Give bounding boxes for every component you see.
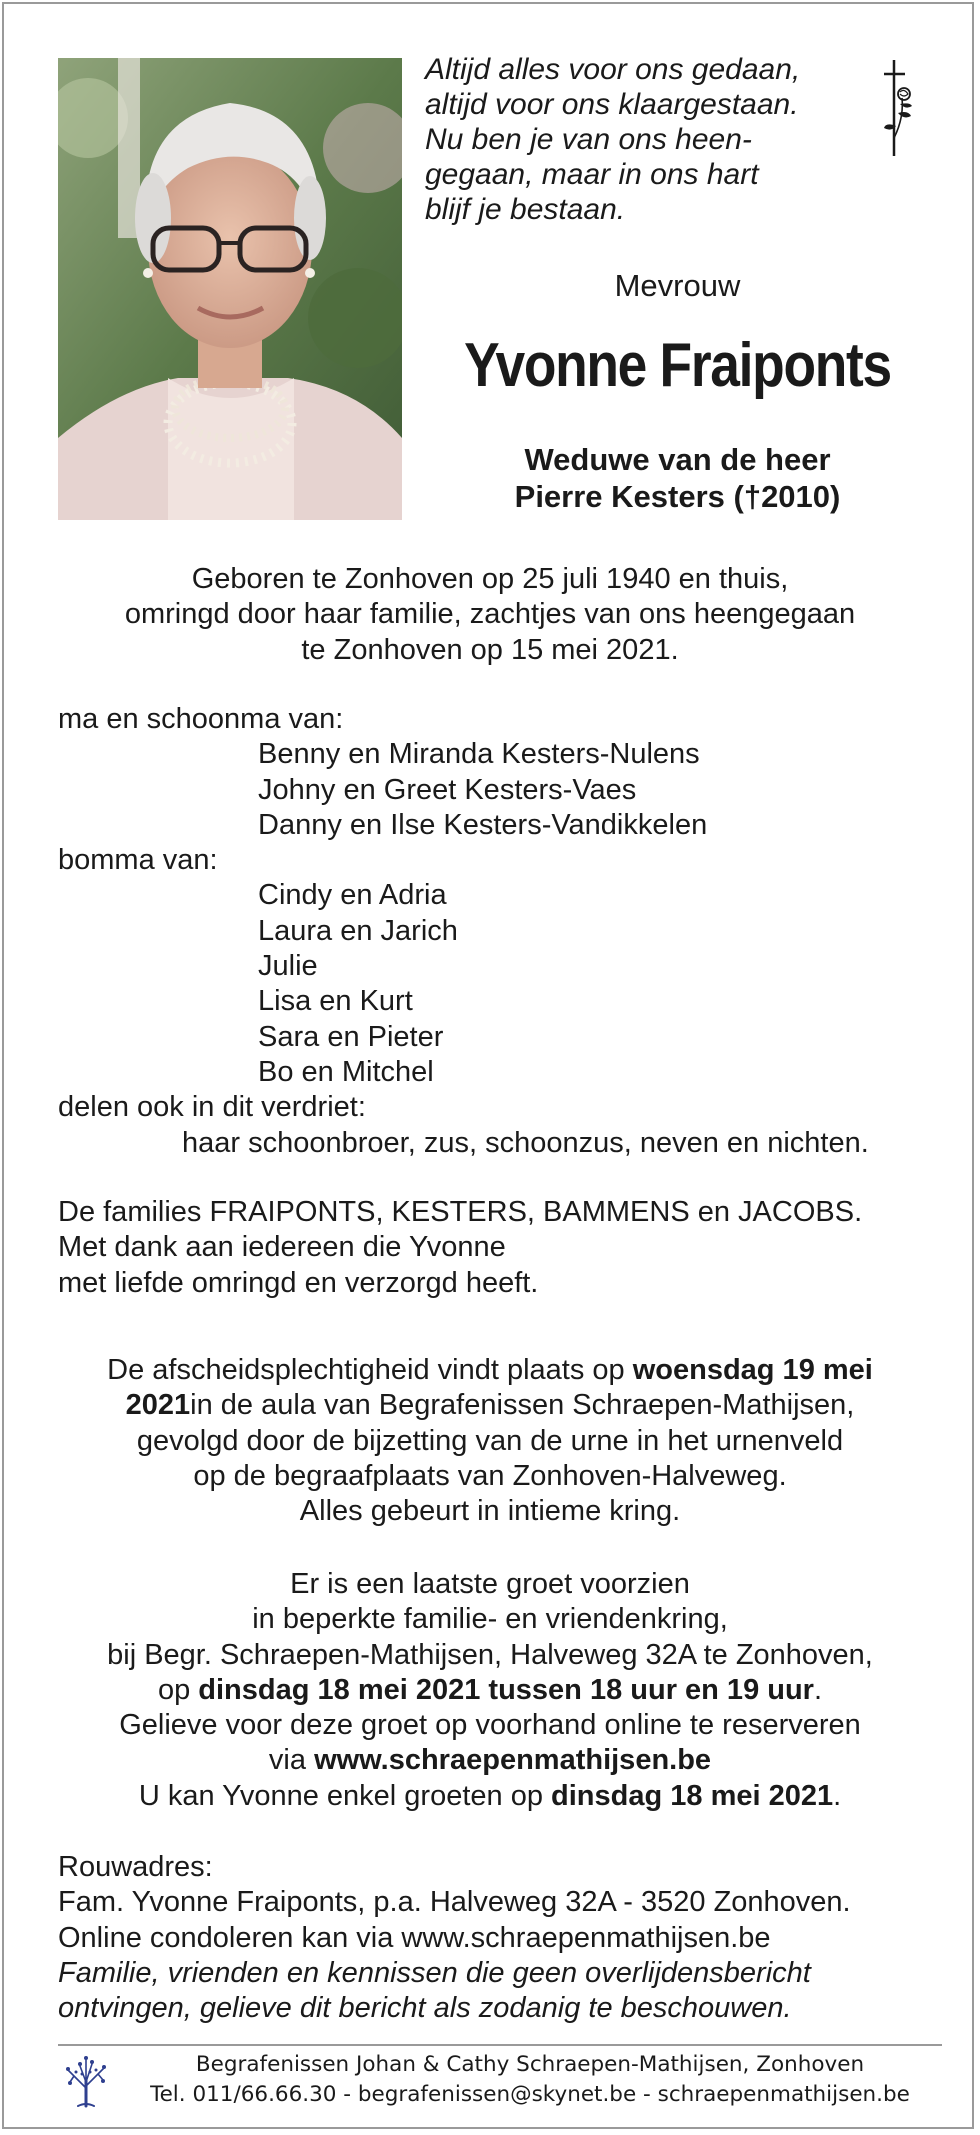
ceremony-line: Alles gebeurt in intieme kring.: [299, 1495, 681, 1528]
child-entry: Johny en Greet Kesters-Vaes: [258, 773, 637, 806]
poem-line: Nu ben je van ons heen-: [425, 123, 752, 156]
ceremony-text: [0, 1353, 980, 1529]
widow-of: [405, 441, 950, 515]
greeting-text-part: U kan Yvonne enkel groeten op: [138, 1779, 552, 1812]
deceased-name: Yvonne Fraiponts: [464, 331, 891, 400]
grandchild-entry: Lisa en Kurt: [258, 985, 413, 1018]
ceremony-text-part: De afscheidsplechtigheid vindt plaats op: [107, 1354, 633, 1386]
grandchild-entry: Sara en Pieter: [258, 1020, 444, 1053]
footer-line-name: Begrafenissen Johan & Cathy Schraepen-Mathijsen, Zonhoven: [195, 2052, 865, 2077]
birth-line: Geboren te Zonhoven op 25 juli 1940 en thuis,: [191, 563, 789, 595]
greeting-text: [0, 1567, 980, 1814]
address-note: ontvingen, gelieve dit bericht als zodanig te beschouwen.: [58, 1992, 792, 2025]
greeting-datetime: dinsdag 18 mei 2021 tussen 18 uur en 19 uur: [198, 1673, 814, 1706]
family-list: [58, 702, 869, 1161]
address-line: Fam. Yvonne Fraiponts, p.a. Halveweg 32A - 3520 Zonhoven.: [58, 1886, 851, 1919]
widow-line: Pierre Kesters (†2010): [514, 479, 841, 514]
families-line: Met dank aan iedereen die Yvonne: [58, 1231, 506, 1264]
mourning-address: [58, 1850, 851, 2026]
salutation: Mevrouw: [614, 268, 741, 303]
greeting-line: Gelieve voor deze groet op voorhand online te reserveren: [119, 1709, 861, 1742]
poem-line: gegaan, maar in ons hart: [425, 158, 759, 191]
child-entry: Danny en Ilse Kesters-Vandikkelen: [258, 808, 708, 841]
ceremony-year: 2021: [125, 1389, 191, 1422]
portrait-photo: [58, 58, 402, 520]
families-line: De families FRAIPONTS, KESTERS, BAMMENS en JACOBS.: [58, 1196, 863, 1228]
poem-line: blijf je bestaan.: [425, 193, 626, 226]
ceremony-line: op de begraafplaats van Zonhoven-Halveweg.: [193, 1459, 787, 1492]
greeting-text-part: .: [813, 1673, 823, 1706]
ceremony-date: woensdag 19 mei: [632, 1354, 873, 1386]
footer-divider: [58, 2044, 942, 2046]
families-line: met liefde omringd en verzorgd heeft.: [58, 1266, 539, 1299]
grandchild-entry: Laura en Jarich: [258, 914, 458, 947]
address-line: Online condoleren kan via www.schraepenmathijsen.be: [58, 1921, 771, 1954]
tree-logo-icon: [62, 2052, 110, 2113]
grandchild-entry: Cindy en Adria: [258, 879, 447, 912]
ceremony-line: gevolgd door de bijzetting van de urne in het urnenveld: [136, 1424, 844, 1457]
children-label: ma en schoonma van:: [58, 703, 344, 735]
share-text: haar schoonbroer, zus, schoonzus, neven en nichten.: [182, 1126, 869, 1159]
poem: [425, 52, 800, 227]
poem-line: altijd voor ons klaargestaan.: [425, 88, 799, 121]
grandchild-entry: Bo en Mitchel: [258, 1055, 434, 1088]
child-entry: Benny en Miranda Kesters-Nulens: [258, 738, 700, 771]
birth-line: te Zonhoven op 15 mei 2021.: [301, 633, 679, 666]
greeting-text-part: .: [833, 1779, 842, 1812]
birth-death-text: [0, 562, 980, 668]
greeting-line: bij Begr. Schraepen-Mathijsen, Halveweg 32A te Zonhoven,: [107, 1638, 873, 1671]
grandchildren-label: bomma van:: [58, 844, 218, 877]
poem-line: Altijd alles voor ons gedaan,: [425, 53, 801, 86]
address-note: Familie, vrienden en kennissen die geen overlijdensbericht: [58, 1956, 811, 1989]
greeting-text-part: op: [157, 1673, 199, 1706]
greeting-text-part: via: [268, 1744, 315, 1777]
footer-line-contact: Tel. 011/66.66.30 - begrafenissen@skynet.be - schraepenmathijsen.be: [150, 2082, 910, 2107]
address-label: Rouwadres:: [58, 1851, 213, 1883]
greeting-line: Er is een laatste groet voorzien: [290, 1568, 690, 1600]
birth-line: omringd door haar familie, zachtjes van ons heengegaan: [124, 598, 856, 631]
cross-with-rose-icon: [878, 58, 918, 163]
greeting-line: in beperkte familie- en vriendenkring,: [252, 1603, 728, 1636]
greeting-date: dinsdag 18 mei 2021: [551, 1779, 834, 1812]
ceremony-text-part: in de aula van Begrafenissen Schraepen-Mathijsen,: [190, 1389, 855, 1422]
website-link[interactable]: www.schraepenmathijsen.be: [314, 1744, 712, 1777]
families-text: [58, 1195, 862, 1301]
funeral-home-footer: [120, 2050, 940, 2110]
grandchild-entry: Julie: [258, 950, 318, 983]
share-label: delen ook in dit verdriet:: [58, 1091, 366, 1124]
widow-line: Weduwe van de heer: [524, 442, 831, 477]
